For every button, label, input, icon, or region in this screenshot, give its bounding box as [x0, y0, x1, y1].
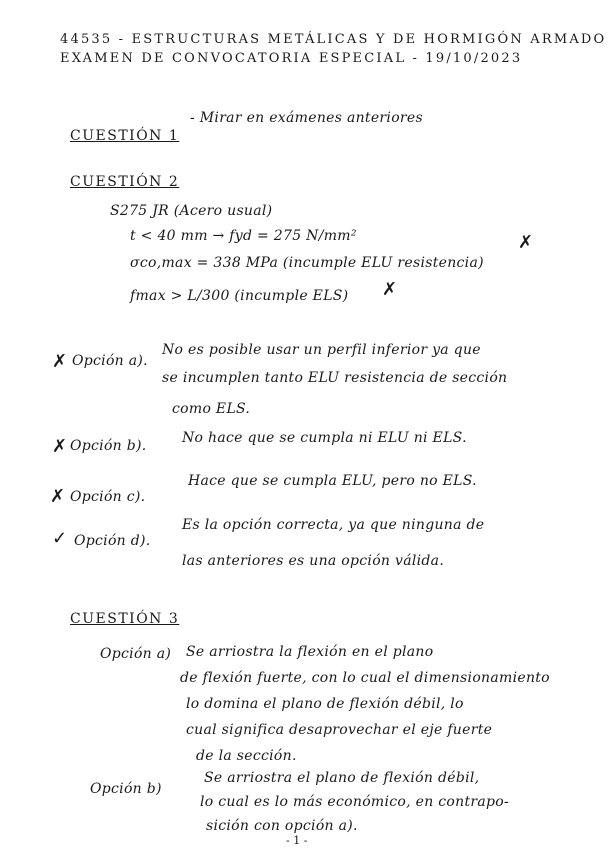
q2-option-d-line-2: las anteriores es una opción válida. — [182, 553, 445, 569]
check-mark-icon: ✓ — [52, 528, 68, 549]
q2-option-a-line-1: No es posible usar un perfil inferior ya que — [162, 342, 481, 358]
q3-option-b-line-1: Se arriostra el plano de flexión débil, — [204, 770, 480, 786]
q3-option-b-line-3: sición con opción a). — [206, 818, 358, 834]
q2-yield-line: t < 40 mm → fyd = 275 N/mm² — [130, 228, 357, 244]
exam-date-line: EXAMEN DE CONVOCATORIA ESPECIAL - 19/10/2023 — [60, 51, 523, 66]
q2-steel-line: S275 JR (Acero usual) — [110, 203, 273, 219]
q2-option-b-label: Opción b). — [70, 438, 147, 454]
q2-option-d-line-1: Es la opción correcta, ya que ninguna de — [182, 517, 485, 533]
page-number: - 1 - — [286, 834, 308, 847]
exam-subject-line: 44535 - ESTRUCTURAS METÁLICAS Y DE HORMIGÓN ARMADO — [60, 32, 607, 47]
cross-mark-icon: ✗ — [50, 486, 66, 507]
q3-option-a-line-2: de flexión fuerte, con lo cual el dimensionamiento — [180, 670, 550, 686]
question-2-title: CUESTIÓN 2 — [70, 174, 180, 190]
q3-option-a-line-5: de la sección. — [196, 748, 297, 764]
q2-option-a-line-3: como ELS. — [172, 401, 251, 417]
q2-option-a-line-2: se incumplen tanto ELU resistencia de sección — [162, 370, 508, 386]
q2-option-d-label: Opción d). — [74, 533, 151, 549]
q2-option-c-line-1: Hace que se cumpla ELU, pero no ELS. — [188, 473, 477, 489]
q3-option-b-line-2: lo cual es lo más económico, en contrapo- — [200, 794, 510, 810]
q3-option-b-label: Opción b) — [90, 781, 162, 797]
cross-mark-icon: ✗ — [518, 232, 534, 253]
q3-option-a-line-3: lo domina el plano de flexión débil, lo — [186, 696, 464, 712]
question-3-title: CUESTIÓN 3 — [70, 611, 180, 627]
cross-mark-icon: ✗ — [382, 279, 398, 300]
q2-option-b-line-1: No hace que se cumpla ni ELU ni ELS. — [182, 430, 467, 446]
question-1-title: CUESTIÓN 1 — [70, 128, 180, 144]
q3-option-a-line-1: Se arriostra la flexión en el plano — [186, 644, 434, 660]
q2-stress-line: σco,max = 338 MPa (incumple ELU resistencia) — [130, 255, 484, 271]
q3-option-a-label: Opción a) — [100, 646, 172, 662]
q2-option-c-label: Opción c). — [70, 489, 146, 505]
question-1-answer: - Mirar en exámenes anteriores — [190, 110, 423, 126]
cross-mark-icon: ✗ — [52, 351, 68, 372]
q2-option-a-label: Opción a). — [72, 353, 148, 369]
cross-mark-icon: ✗ — [52, 436, 68, 457]
q3-option-a-line-4: cual significa desaprovechar el eje fuerte — [186, 722, 493, 738]
q2-deflection-line: fmax > L/300 (incumple ELS) — [130, 288, 349, 304]
